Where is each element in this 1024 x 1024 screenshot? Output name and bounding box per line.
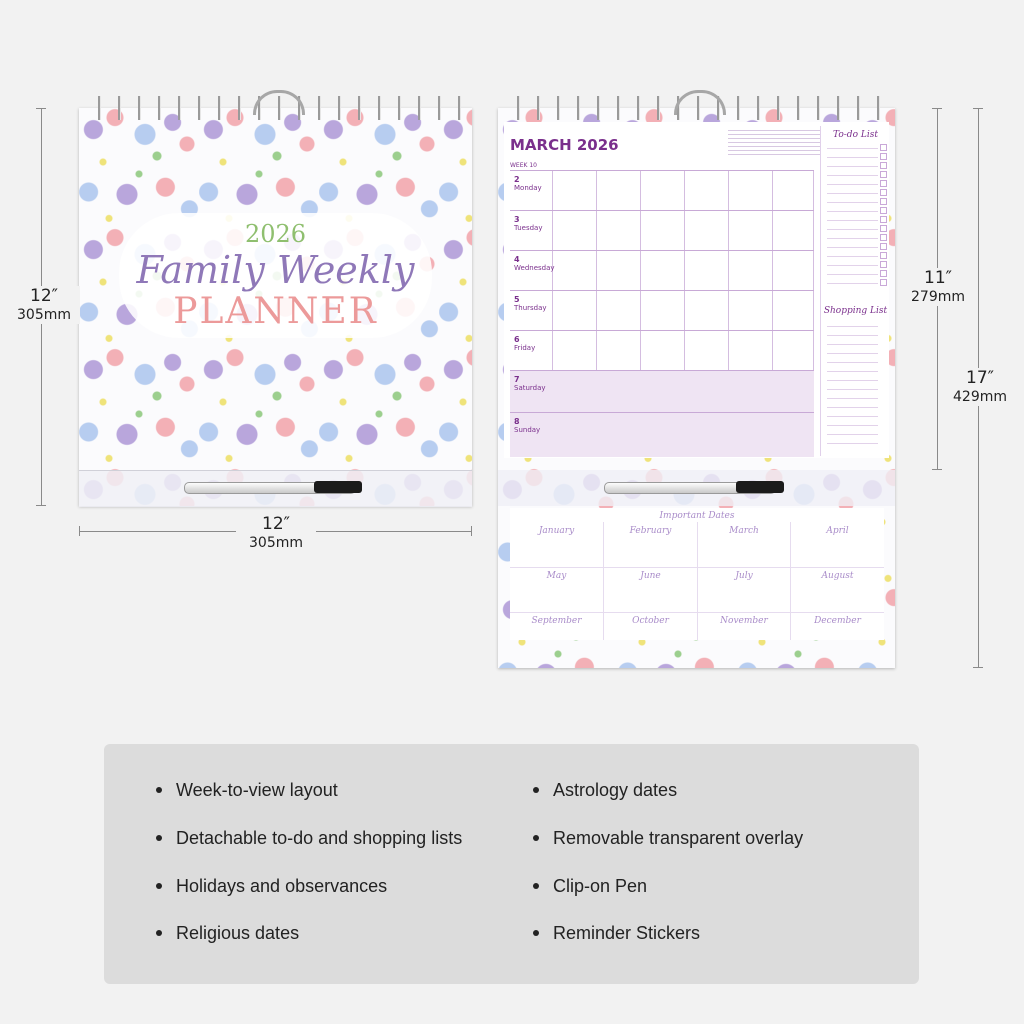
shopping-line [827,353,878,354]
cover-height-label [8,286,80,324]
day-label [514,335,535,353]
day-label [514,215,542,233]
todo-line [827,229,878,230]
day-name: Saturday [514,384,546,392]
mini-calendars [728,130,820,158]
day-row-monday [510,170,814,211]
day-label [514,175,542,193]
page-height-label [900,268,976,306]
feature-item: Detachable to-do and shopping lists [176,828,463,848]
month-march: March [729,526,759,536]
feature-item: Week-to-view layout [176,780,338,800]
page-height-tick-bottom [932,469,942,470]
shopping-line [827,335,878,336]
month-august: August [821,571,854,581]
todo-line [827,274,878,275]
todo-line [827,193,878,194]
month-title: MARCH 2026 [510,136,619,154]
day-name: Friday [514,344,536,352]
total-height-tick-bottom [973,667,983,668]
shopping-line [827,416,878,417]
total-height-label [944,368,1016,406]
month-september: September [531,616,582,626]
cover-width-mm: 305mm [249,535,303,551]
month-january: January [538,526,575,536]
todo-checkbox [880,189,887,196]
total-height-tick-top [973,108,983,109]
day-row-friday [510,330,814,371]
todo-line [827,220,878,221]
shopping-line [827,443,878,444]
shopping-line [827,425,878,426]
day-label [514,417,540,435]
todo-checkbox [880,252,887,259]
feature-item: Holidays and observances [176,876,388,896]
todo-line [827,157,878,158]
todo-line [827,175,878,176]
cover-height-tick-top [36,108,46,109]
day-number: 4 [514,255,520,264]
todo-line [827,184,878,185]
day-name: Tuesday [514,224,543,232]
todo-line [827,283,878,284]
month-may: May [546,571,567,581]
day-row-tuesday [510,210,814,251]
cover-year: 2026 [244,220,307,248]
total-height-inches: 17″ [966,368,994,388]
day-number: 2 [514,175,520,184]
lists-column [820,126,890,456]
cover-width-tick-left [79,526,80,536]
weekly-page [504,122,889,458]
month-december: December [814,616,861,626]
todo-checkbox [880,144,887,151]
shopping-line [827,326,878,327]
feature-item: Reminder Stickers [553,923,701,943]
feature-item: Religious dates [176,923,300,943]
shopping-line [827,398,878,399]
month-july: July [735,571,753,581]
day-row-sunday [510,412,814,457]
important-dates-panel [510,508,884,640]
day-row-saturday [510,370,814,413]
day-number: 6 [514,335,520,344]
shopping-line [827,344,878,345]
todo-checkbox [880,234,887,241]
todo-checkbox [880,270,887,277]
todo-checkbox [880,207,887,214]
todo-line [827,166,878,167]
todo-line [827,211,878,212]
shopping-line [827,371,878,372]
month-october: October [632,616,669,626]
todo-line [827,202,878,203]
month-november: November [720,616,768,626]
day-number: 3 [514,215,520,224]
todo-checkbox [880,279,887,286]
todo-checkbox [880,243,887,250]
cover-title-line2: PLANNER [173,291,378,332]
day-name: Monday [514,184,542,192]
page-height-mm: 279mm [911,289,965,305]
day-name: Sunday [514,426,541,434]
pen-cap-open [736,481,784,493]
todo-line [827,238,878,239]
todo-checkbox [880,198,887,205]
day-name: Thursday [514,304,547,312]
week-number: WEEK 10 [510,162,537,169]
day-number: 7 [514,375,520,384]
todo-line [827,256,878,257]
todo-title: To-do List [833,130,878,140]
todo-checkbox [880,162,887,169]
todo-line [827,148,878,149]
cover-width-label [236,514,316,552]
cover-height-mm: 305mm [17,307,71,323]
shopping-line [827,407,878,408]
month-april: April [826,526,849,536]
shopping-title: Shopping List [823,306,888,316]
pen-cap [314,481,362,493]
cover-height-inches: 12″ [30,286,58,306]
total-height-mm: 429mm [953,389,1007,405]
shopping-line [827,380,878,381]
month-june: June [640,571,661,581]
month-february: February [629,526,672,536]
day-number: 8 [514,417,520,426]
cover-width-inches: 12″ [262,514,290,534]
shopping-line [827,389,878,390]
cover-title-line1: Family Weekly [136,248,415,292]
cover-calendar [79,108,472,506]
todo-checkbox [880,225,887,232]
day-row-wednesday [510,250,814,291]
day-label [514,375,546,393]
day-name: Wednesday [514,264,555,272]
feature-item: Clip-on Pen [553,876,648,896]
todo-line [827,265,878,266]
important-dates-title: Important Dates [659,511,735,521]
cover-width-tick-right [471,526,472,536]
feature-item: Removable transparent overlay [553,828,804,848]
day-number: 5 [514,295,520,304]
feature-item: Astrology dates [553,780,678,800]
page-height-tick-top [932,108,942,109]
cover-height-tick-bottom [36,505,46,506]
open-planner [498,108,895,668]
features-box [104,744,919,984]
hanging-hook-open [674,90,726,115]
hanging-hook [253,90,305,115]
todo-checkbox [880,153,887,160]
todo-checkbox [880,216,887,223]
page-height-inches: 11″ [924,268,952,288]
day-label [514,255,555,273]
todo-checkbox [880,180,887,187]
shopping-line [827,434,878,435]
day-row-thursday [510,290,814,331]
todo-checkbox [880,171,887,178]
shopping-line [827,362,878,363]
todo-checkbox [880,261,887,268]
week-grid [510,170,814,456]
day-label [514,295,547,313]
todo-line [827,247,878,248]
